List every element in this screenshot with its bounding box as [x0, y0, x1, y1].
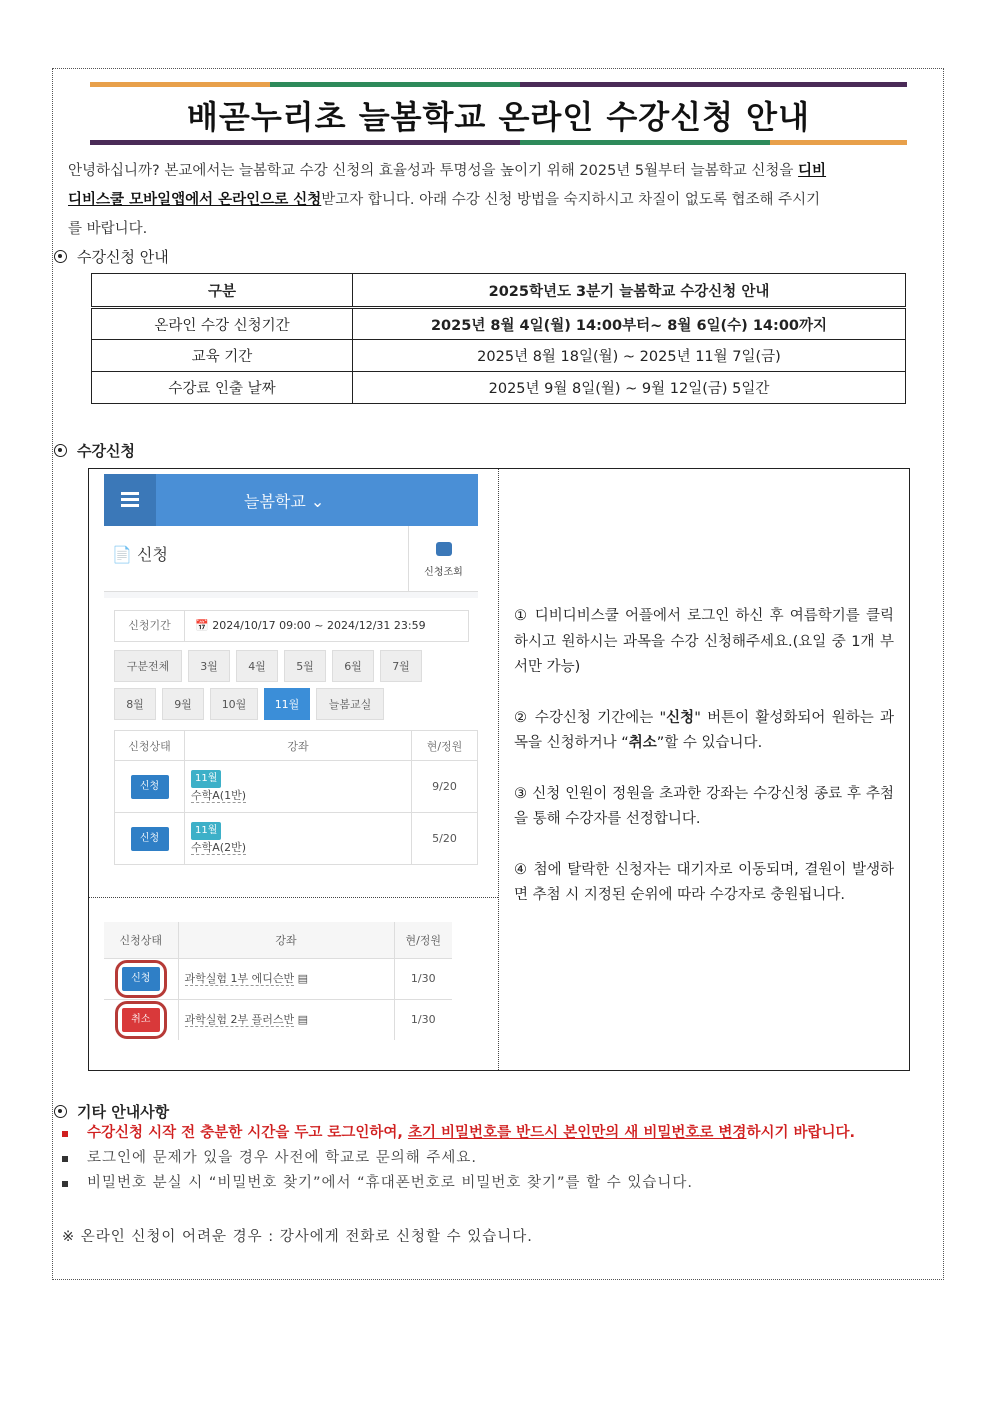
apply-button[interactable]: 신청	[131, 827, 169, 851]
menu-icon[interactable]	[104, 474, 156, 526]
table-row: 교육 기간 2025년 8월 18일(월) ~ 2025년 11월 7일(금)	[92, 340, 906, 372]
notes-list	[62, 1125, 902, 1200]
course-name[interactable]: 과학실험 1부 에디슨반	[184, 971, 295, 985]
lookup-button[interactable]: 신청조회	[408, 526, 478, 592]
page-title: 배곧누리초 늘봄학교 온라인 수강신청 안내	[187, 98, 810, 136]
month-tag: 11월	[191, 770, 221, 788]
section-heading-notes: 기타 안내사항	[54, 1101, 169, 1122]
month-button[interactable]: 구분전체	[114, 650, 182, 682]
month-button[interactable]: 5월	[284, 650, 326, 682]
list-item: 로그인에 문제가 있을 경우 사전에 학교로 문의해 주세요.	[62, 1150, 902, 1167]
app-header	[104, 474, 478, 526]
table-row: 온라인 수강 신청기간 2025년 8월 4일(월) 14:00부터~ 8월 6일(수) 14:00까지	[92, 308, 906, 340]
month-tag: 11월	[191, 822, 221, 840]
highlight-ring	[115, 960, 167, 998]
month-button[interactable]: 6월	[332, 650, 374, 682]
apply-button[interactable]: 신청	[122, 967, 160, 991]
document-icon: ▤	[297, 971, 309, 985]
month-button[interactable]: 9월	[162, 688, 204, 720]
apply-panel	[104, 598, 478, 868]
course-table: 신청상태 강좌 현/정원 신청 11월 수학A(1반) 9/20 신청 11월 수학A(2반) 5/20	[114, 730, 478, 865]
highlight-ring	[115, 1001, 167, 1039]
apply-button[interactable]: 신청	[131, 775, 169, 799]
section-heading-apply: 수강신청	[54, 440, 135, 461]
footer-note: ※ 온라인 신청이 어려운 경우 : 강사에게 전화로 신청할 수 있습니다.	[62, 1229, 533, 1245]
month-button[interactable]: 10월	[210, 688, 258, 720]
list-item: 비밀번호 분실 시 “비밀번호 찾기”에서 “휴대폰번호로 비밀번호 찾기”를 할 수 있습니다.	[62, 1175, 902, 1192]
lookup-icon	[436, 542, 452, 556]
title-bar-top	[90, 82, 907, 87]
table-row: 신청 과학실험 1부 에디슨반 ▤ 1/30	[104, 958, 452, 999]
month-button[interactable]: 7월	[380, 650, 422, 682]
info-table: 구분 2025학년도 3분기 늘봄학교 수강신청 안내 온라인 수강 신청기간 2025년 8월 4일(월) 14:00부터~ 8월 6일(수) 14:00까지 교육 기간 2025년 8월 18일(월) ~ 2025년 11월 7일(금) 수강료 인출 날짜 2025년 9월 8일(월) ~ 9월 12일(금) 5일간	[91, 273, 906, 404]
section-heading-info: 수강신청 안내	[54, 246, 169, 267]
month-button[interactable]: 8월	[114, 688, 156, 720]
course-table: 신청상태 강좌 현/정원 신청 과학실험 1부 에디슨반 ▤ 1/30 취소 과학실험 2부 플러스반 ▤ 1/30	[104, 922, 452, 1040]
table-row: 수강료 인출 날짜 2025년 9월 8일(월) ~ 9월 12일(금) 5일간	[92, 372, 906, 404]
page-name: 📄 신청	[112, 545, 168, 564]
app-screenshot	[104, 474, 478, 868]
divider	[498, 469, 499, 1070]
instruction-step: ④ 첨에 탈락한 신청자는 대기자로 이동되며, 결원이 발생하면 추첨 시 지정된 순위에 따라 수강자로 충원됩니다.	[514, 861, 894, 903]
month-button[interactable]: 늘봄교실	[316, 688, 384, 720]
table-row: 취소 과학실험 2부 플러스반 ▤ 1/30	[104, 999, 452, 1040]
instruction-step: ③ 신청 인원이 정원을 초과한 강좌는 수강신청 종료 후 추첨을 통해 수강자를 선정합니다.	[514, 785, 894, 827]
period-field: 신청기간 📅 2024/10/17 09:00 ~ 2024/12/31 23:59	[114, 610, 469, 642]
document-icon: ▤	[297, 1012, 309, 1026]
month-button-active[interactable]: 11월	[264, 688, 310, 720]
bullet-circle-icon	[54, 250, 67, 263]
instruction-step: ① 디비디비스쿨 어플에서 로그인 하신 후 여름학기를 클릭하시고 원하시는 과목을 수강 신청해주세요.(요일 중 1개 부서만 가능)	[514, 608, 894, 675]
course-name[interactable]: 과학실험 2부 플러스반	[184, 1012, 295, 1026]
course-name[interactable]: 수학A(1반)	[191, 788, 246, 802]
app-screenshot-cancel	[104, 922, 452, 1040]
instructions	[514, 604, 894, 934]
cancel-button[interactable]: 취소	[122, 1008, 160, 1032]
title-bar-bottom	[90, 140, 907, 145]
intro-paragraph: 안녕하십니까? 본교에서는 늘봄학교 수강 신청의 효율성과 투명성을 높이기 위해 2025년 5월부터 늘봄학교 신청을 디비 디비스쿨 모바일앱에서 온라인으로 신청받고자 합니다. 아래 수강 신청 방법을 숙지하시고 차질이 없도록 협조해 주시기 를 바랍니다.	[68, 163, 827, 237]
month-button[interactable]: 4월	[236, 650, 278, 682]
bullet-circle-icon	[54, 444, 67, 457]
app-title[interactable]: 늘봄학교 ⌄	[244, 492, 325, 511]
month-button[interactable]: 3월	[188, 650, 230, 682]
instruction-step: ② 수강신청 기간에는 "신청" 버튼이 활성화되어 원하는 과목을 신청하거나 “취소”할 수 있습니다.	[514, 709, 894, 751]
divider	[89, 897, 498, 898]
table-row: 신청 11월 수학A(1반) 9/20	[115, 761, 478, 813]
list-item: 수강신청 시작 전 충분한 시간을 두고 로그인하여, 초기 비밀번호를 반드시 본인만의 새 비밀번호로 변경하시기 바랍니다.	[62, 1125, 902, 1142]
course-name[interactable]: 수학A(2반)	[191, 840, 246, 854]
page-header	[104, 526, 478, 592]
bullet-circle-icon	[54, 1105, 67, 1118]
table-row: 신청 11월 수학A(2반) 5/20	[115, 813, 478, 865]
